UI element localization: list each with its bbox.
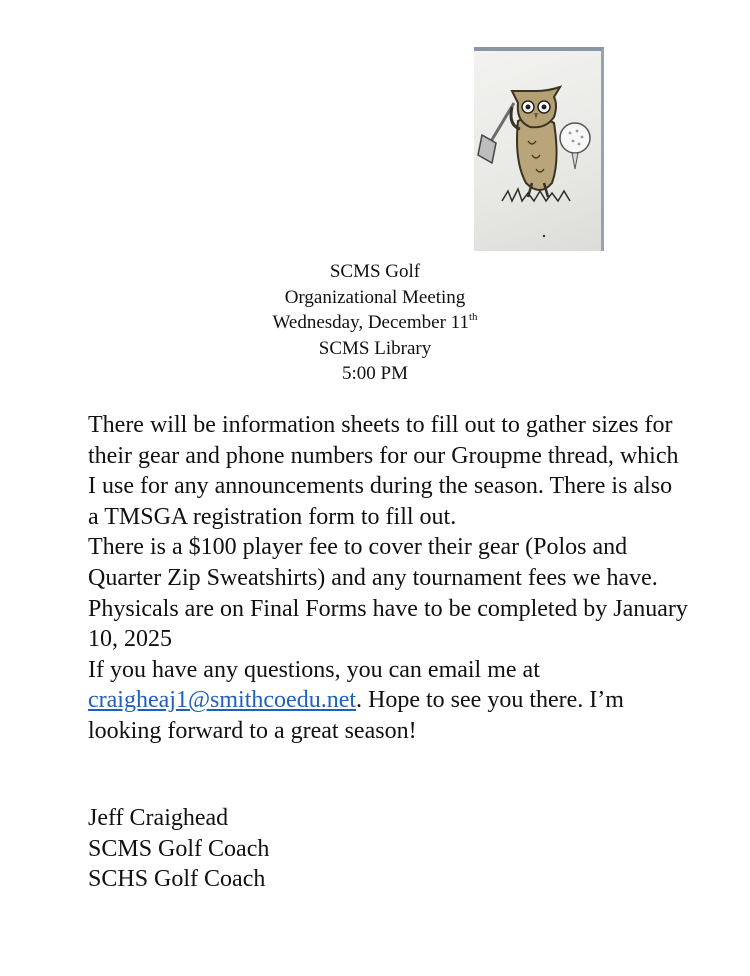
grass-icon — [502, 189, 570, 201]
signature-title-scms: SCMS Golf Coach — [88, 835, 270, 862]
meeting-header — [0, 259, 750, 387]
golf-ball-icon — [560, 123, 590, 153]
signature-title-schs: SCHS Golf Coach — [88, 866, 266, 893]
email-link[interactable]: craigheaj1@smithcoedu.net — [88, 687, 357, 714]
date-suffix: th — [468, 310, 478, 323]
owl-golfer-mascot-image — [474, 47, 604, 251]
questions-outro: . Hope to see you there. I’m looking forward to a great season! — [88, 687, 624, 744]
meeting-location: SCMS Library — [318, 337, 432, 359]
meeting-time: 5:00 PM — [342, 363, 408, 384]
owl-golfer-illustration — [474, 51, 601, 251]
questions-paragraph — [88, 655, 688, 747]
questions-intro: If you have any questions, you can email me at — [88, 656, 540, 683]
fee-paragraph: There is a $100 player fee to cover their gear (Polos and Quarter Zip Sweatshirts) and any tournament fees we have. Physicals are on Final Forms have to be completed by January 10, 2025 — [88, 534, 688, 653]
letter-body — [88, 410, 688, 747]
event-title: Organizational Meeting — [284, 286, 466, 308]
signature-name: Jeff Craighead — [88, 805, 229, 831]
team-name: SCMS Golf — [329, 261, 421, 282]
meeting-date: Wednesday, December 11th — [272, 310, 478, 333]
info-paragraph: There will be information sheets to fill out to gather sizes for their gear and phone numbers for our Groupme thread, which I use for any announcements during the season. There is also a TMSGA registration form to fill out. — [88, 412, 679, 530]
signature-block — [88, 803, 269, 895]
